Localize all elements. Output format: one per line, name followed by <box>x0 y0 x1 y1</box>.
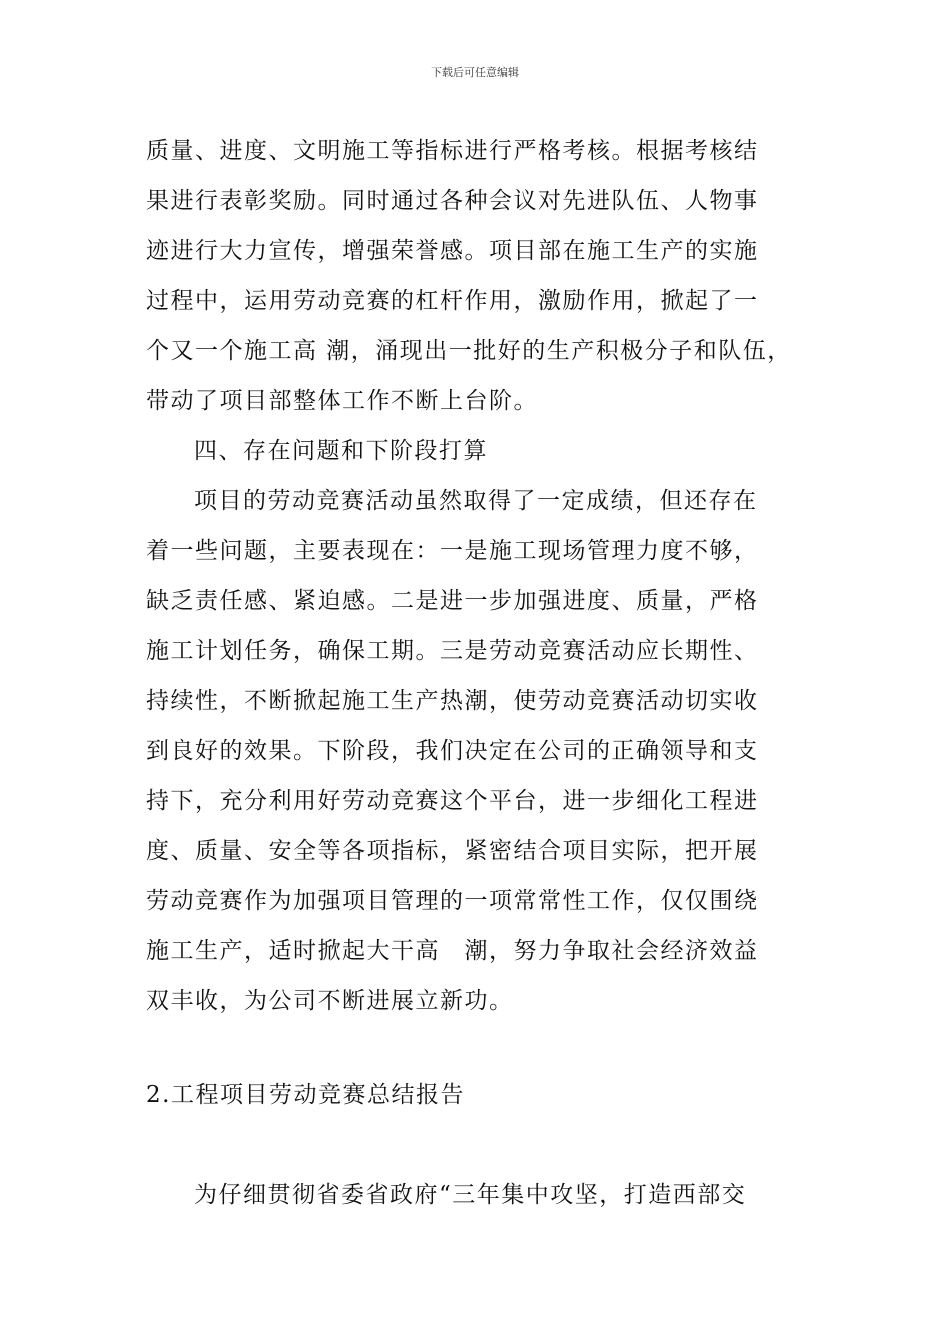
text-line: 施工生产，适时掀起大干高 潮，努力争取社会经济效益 <box>146 938 759 964</box>
body-text <box>146 126 816 1026</box>
text-line: 施工计划任务，确保工期。三是劳动竞赛活动应长期性、 <box>146 638 759 664</box>
text-line: 个又一个施工高 潮，涌现出一批好的生产积极分子和队伍， <box>146 338 792 364</box>
subsection-heading: 四、存在问题和下阶段打算 <box>194 438 488 464</box>
text-line: 劳动竞赛作为加强项目管理的一项常常性工作，仅仅围绕 <box>146 888 759 914</box>
text-line: 果进行表彰奖励。同时通过各种会议对先进队伍、人物事 <box>146 188 759 214</box>
text-line: 项目的劳动竞赛活动虽然取得了一定成绩，但还存在 <box>194 488 758 514</box>
text-line: 带动了项目部整体工作不断上台阶。 <box>146 388 538 414</box>
text-line: 缺乏责任感、紧迫感。二是进一步加强进度、质量，严格 <box>146 588 759 614</box>
text-line: 为仔细贯彻省委省政府“三年集中攻坚，打造西部交 <box>194 1182 747 1208</box>
text-line: 着一些问题，主要表现在：一是施工现场管理力度不够， <box>146 538 759 564</box>
section-body-text <box>146 1170 816 1220</box>
text-line: 双丰收，为公司不断进展立新功。 <box>146 988 514 1014</box>
text-line: 持下，充分利用好劳动竞赛这个平台，进一步细化工程进 <box>146 788 759 814</box>
section-title: 2.工程项目劳动竞赛总结报告 <box>146 1082 465 1108</box>
text-line: 持续性，不断掀起施工生产热潮，使劳动竞赛活动切实收 <box>146 688 759 714</box>
text-line: 过程中，运用劳动竞赛的杠杆作用，激励作用，掀起了一 <box>146 288 759 314</box>
text-line: 迹进行大力宣传，增强荣誉感。项目部在施工生产的实施 <box>146 238 759 264</box>
text-line: 度、质量、安全等各项指标，紧密结合项目实际，把开展 <box>146 838 759 864</box>
text-line: 到良好的效果。下阶段，我们决定在公司的正确领导和支 <box>146 738 759 764</box>
header-note: 下载后可任意编辑 <box>431 66 519 79</box>
text-line: 质量、进度、文明施工等指标进行严格考核。根据考核结 <box>146 138 759 164</box>
